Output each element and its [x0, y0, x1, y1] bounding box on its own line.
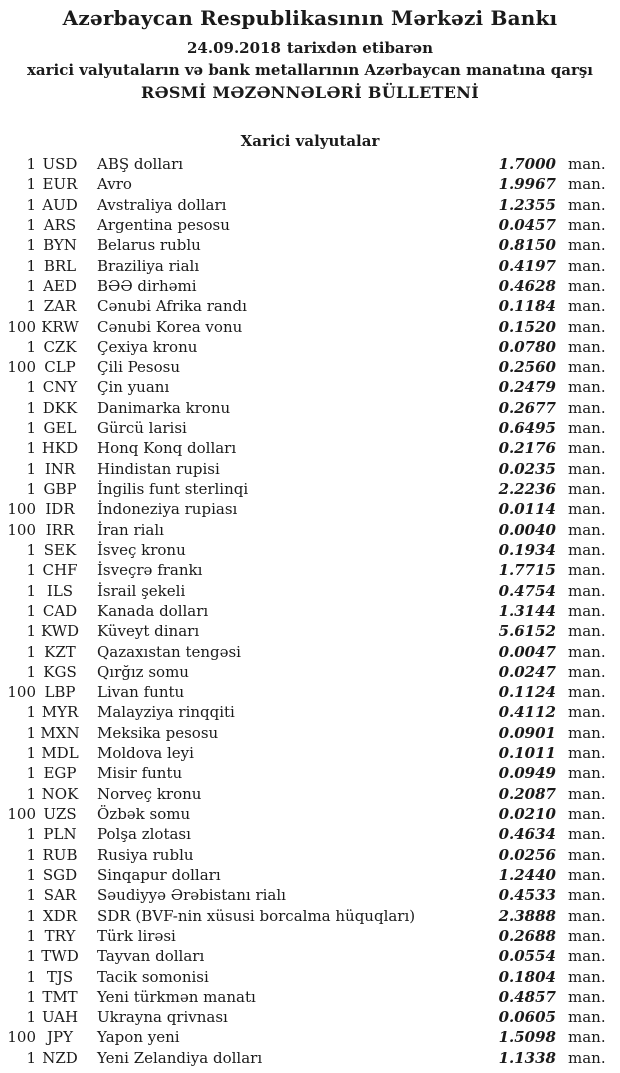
currency-code: MXN [40, 723, 80, 742]
currency-name: Danimarka kronu [97, 398, 231, 417]
currency-name: Yeni Zelandiya dolları [97, 1048, 263, 1067]
unit-label: man. [568, 1048, 606, 1067]
table-row [0, 438, 620, 458]
rate-value: 0.2677 [498, 398, 556, 417]
unit-label: man. [568, 459, 606, 478]
unit-label: man. [568, 155, 606, 173]
rate-value: 2.3888 [498, 906, 556, 925]
table-row [0, 662, 620, 682]
table-row [0, 885, 620, 905]
currency-quantity: 1 [26, 337, 36, 356]
exchange-rates-table [0, 154, 620, 1068]
bulletin-subtitle: xarici valyutaların və bank metallarının Azərbaycan manatına qarşı [26, 61, 594, 79]
currency-quantity: 1 [26, 865, 36, 884]
table-row [0, 418, 620, 438]
unit-label: man. [568, 561, 606, 580]
currency-name: Moldova leyi [97, 744, 194, 763]
rate-value: 0.4628 [498, 276, 556, 295]
unit-label: man. [568, 297, 606, 316]
table-row [0, 459, 620, 479]
currency-name: Qazaxıstan tengəsi [97, 642, 241, 661]
currency-code: TMT [42, 987, 78, 1006]
table-row [0, 235, 620, 255]
currency-code: MYR [41, 703, 79, 722]
rate-value: 0.4857 [498, 987, 556, 1006]
rate-value: 0.0047 [498, 642, 556, 661]
table-row [0, 1048, 620, 1068]
rate-value: 1.2440 [498, 865, 556, 884]
unit-label: man. [568, 601, 606, 620]
currency-name: Sinqapur dolları [97, 865, 221, 884]
currency-name: Çili Pesosu [97, 358, 181, 377]
unit-label: man. [568, 744, 606, 763]
currency-name: Yapon yeni [97, 1028, 180, 1047]
document-header [0, 6, 620, 103]
currency-quantity: 1 [26, 601, 36, 620]
unit-label: man. [568, 865, 606, 884]
unit-label: man. [568, 175, 606, 194]
currency-code: CAD [42, 601, 78, 620]
unit-label: man. [568, 764, 606, 783]
currency-quantity: 100 [7, 1028, 36, 1047]
currency-name: ABŞ dolları [97, 155, 184, 173]
rate-value: 1.9967 [498, 175, 556, 194]
rate-value: 1.5098 [498, 1028, 556, 1047]
currency-code: ZAR [43, 297, 77, 316]
unit-label: man. [568, 439, 606, 458]
table-row [0, 601, 620, 621]
table-row [0, 296, 620, 316]
currency-code: EGP [43, 764, 77, 783]
currency-name: Braziliya rialı [97, 256, 200, 275]
currency-quantity: 100 [7, 520, 36, 539]
table-row [0, 702, 620, 722]
table-row [0, 215, 620, 235]
currency-name: Qırğız somu [97, 662, 189, 681]
currency-code: ARS [43, 215, 77, 234]
currency-code: AED [43, 276, 77, 295]
currency-quantity: 1 [26, 195, 36, 214]
table-row [0, 337, 620, 357]
currency-quantity: 1 [26, 297, 36, 316]
unit-label: man. [568, 662, 606, 681]
table-row [0, 723, 620, 743]
unit-label: man. [568, 845, 606, 864]
currency-name: Polşa zlotası [97, 825, 191, 844]
table-row [0, 967, 620, 987]
unit-label: man. [568, 276, 606, 295]
rate-value: 0.0780 [498, 337, 556, 356]
rate-value: 0.2087 [498, 784, 556, 803]
rate-value: 0.0040 [498, 520, 556, 539]
currency-name: Kanada dolları [97, 601, 209, 620]
table-row [0, 479, 620, 499]
currency-quantity: 1 [26, 947, 36, 966]
currency-name: Çexiya kronu [97, 337, 198, 356]
unit-label: man. [568, 581, 606, 600]
currency-name: Tacik somonisi [97, 967, 209, 986]
currency-code: NZD [42, 1048, 78, 1067]
unit-label: man. [568, 1008, 606, 1027]
effective-date-line [0, 39, 620, 57]
unit-label: man. [568, 256, 606, 275]
currency-name: Çin yuanı [97, 378, 170, 397]
currency-name: İran rialı [97, 520, 164, 539]
table-row [0, 682, 620, 702]
currency-name: SDR (BVF-nin xüsusi borcalma hüquqları) [97, 906, 416, 925]
currency-code: TRY [44, 926, 76, 945]
currency-code: GBP [43, 480, 77, 498]
currency-name: Misir funtu [97, 764, 183, 783]
rate-value: 0.0554 [498, 947, 556, 966]
currency-name: Yeni türkmən manatı [97, 987, 256, 1006]
rate-value: 1.7000 [498, 155, 556, 173]
rate-value: 2.2236 [498, 480, 556, 498]
rate-value: 0.2176 [498, 439, 556, 458]
currency-name: Meksika pesosu [97, 723, 219, 742]
currency-quantity: 1 [26, 419, 36, 438]
currency-code: KGS [43, 662, 77, 681]
currency-quantity: 1 [26, 175, 36, 194]
unit-label: man. [568, 947, 606, 966]
rate-value: 0.0247 [498, 662, 556, 681]
table-row [0, 540, 620, 560]
currency-quantity: 1 [26, 1008, 36, 1027]
currency-code: MDL [41, 744, 79, 763]
currency-name: Özbək somu [97, 805, 191, 823]
currency-name: Honq Konq dolları [97, 439, 237, 458]
table-row [0, 784, 620, 804]
unit-label: man. [568, 906, 606, 925]
table-row [0, 865, 620, 885]
currency-quantity: 100 [7, 358, 36, 377]
currency-name: Belarus rublu [97, 236, 201, 255]
currency-quantity: 1 [26, 987, 36, 1006]
table-row [0, 377, 620, 397]
currency-name: Türk lirəsi [97, 926, 176, 945]
currency-code: USD [42, 155, 78, 173]
currency-name: BƏƏ dirhəmi [97, 276, 197, 295]
currency-quantity: 1 [26, 723, 36, 742]
currency-code: KWD [40, 622, 80, 641]
unit-label: man. [568, 500, 606, 519]
unit-label: man. [568, 967, 606, 986]
rate-value: 0.6495 [498, 419, 556, 438]
currency-name: Malayziya rinqqiti [97, 703, 235, 722]
currency-code: CLP [44, 358, 76, 377]
currency-code: DKK [42, 398, 78, 417]
currency-quantity: 1 [26, 540, 36, 559]
currency-code: CZK [43, 337, 77, 356]
rate-value: 0.0605 [498, 1008, 556, 1027]
table-row [0, 642, 620, 662]
currency-name: Avro [97, 175, 132, 194]
table-row [0, 154, 620, 174]
currency-quantity: 1 [26, 581, 36, 600]
table-row [0, 560, 620, 580]
currency-quantity: 100 [7, 317, 36, 336]
unit-label: man. [568, 622, 606, 641]
table-row [0, 581, 620, 601]
unit-label: man. [568, 215, 606, 234]
unit-label: man. [568, 195, 606, 214]
rate-value: 0.1520 [498, 317, 556, 336]
currency-code: XDR [43, 906, 77, 925]
currency-code: UAH [41, 1008, 79, 1027]
currency-quantity: 1 [26, 967, 36, 986]
table-row [0, 1007, 620, 1027]
currency-quantity: 1 [26, 642, 36, 661]
currency-code: EUR [42, 175, 78, 194]
currency-quantity: 1 [26, 155, 36, 173]
currency-quantity: 1 [26, 825, 36, 844]
currency-quantity: 1 [26, 764, 36, 783]
bulletin-title: RƏSMİ MƏZƏNNƏLƏRİ BÜLLETENİ [140, 83, 480, 102]
currency-name: İndoneziya rupiası [97, 500, 238, 519]
currency-code: KRW [41, 317, 79, 336]
table-row [0, 987, 620, 1007]
table-row [0, 174, 620, 194]
unit-label: man. [568, 886, 606, 905]
currency-code: JPY [46, 1028, 73, 1047]
unit-label: man. [568, 398, 606, 417]
currency-name: İsveçrə frankı [97, 561, 203, 580]
currency-quantity: 1 [26, 845, 36, 864]
currency-quantity: 1 [26, 622, 36, 641]
currency-code: TJS [46, 967, 74, 986]
effective-date-suffix: tarixdən etibarən [286, 39, 434, 57]
currency-quantity: 1 [26, 926, 36, 945]
rate-value: 5.6152 [498, 622, 556, 641]
currency-name: Hindistan rupisi [97, 459, 220, 478]
table-row [0, 317, 620, 337]
rate-value: 0.4197 [498, 256, 556, 275]
currency-quantity: 1 [26, 236, 36, 255]
rate-value: 0.8150 [498, 236, 556, 255]
currency-quantity: 1 [26, 398, 36, 417]
currency-name: İsveç kronu [97, 540, 186, 559]
rate-value: 0.0114 [498, 500, 556, 519]
rate-value: 0.1124 [498, 683, 556, 702]
rate-value: 0.1934 [498, 540, 556, 559]
table-row [0, 357, 620, 377]
unit-label: man. [568, 703, 606, 722]
table-row [0, 256, 620, 276]
currency-code: AUD [42, 195, 78, 214]
rate-value: 0.0949 [498, 764, 556, 783]
table-row [0, 946, 620, 966]
effective-date: 24.09.2018 [186, 39, 281, 57]
currency-code: INR [44, 459, 76, 478]
table-row [0, 1027, 620, 1047]
rate-value: 0.1011 [498, 744, 556, 763]
rate-value: 0.2560 [498, 358, 556, 377]
table-row [0, 845, 620, 865]
currency-code: NOK [41, 784, 79, 803]
unit-label: man. [568, 236, 606, 255]
currency-name: Livan funtu [97, 683, 185, 702]
currency-quantity: 1 [26, 784, 36, 803]
currency-quantity: 1 [26, 906, 36, 925]
currency-quantity: 100 [7, 500, 36, 519]
table-row [0, 499, 620, 519]
currency-quantity: 1 [26, 459, 36, 478]
currency-name: Ukrayna qrivnası [97, 1008, 228, 1027]
rate-value: 0.0256 [498, 845, 556, 864]
currency-code: BRL [43, 256, 77, 275]
table-row [0, 520, 620, 540]
currency-name: Avstraliya dolları [97, 195, 227, 214]
currency-code: KZT [44, 642, 76, 661]
section-title-foreign-currencies: Xarici valyutalar [240, 132, 380, 150]
unit-label: man. [568, 337, 606, 356]
currency-code: CHF [42, 561, 78, 580]
rate-value: 0.2688 [498, 926, 556, 945]
rate-value: 1.7715 [498, 561, 556, 580]
currency-quantity: 1 [26, 662, 36, 681]
unit-label: man. [568, 480, 606, 498]
unit-label: man. [568, 419, 606, 438]
currency-code: IRR [45, 520, 75, 539]
rate-value: 0.0457 [498, 215, 556, 234]
currency-code: SGD [42, 865, 78, 884]
rate-value: 0.4533 [498, 886, 556, 905]
rate-value: 0.0235 [498, 459, 556, 478]
currency-code: ILS [46, 581, 74, 600]
currency-name: Norveç kronu [97, 784, 202, 803]
unit-label: man. [568, 784, 606, 803]
table-row [0, 804, 620, 824]
table-row [0, 763, 620, 783]
currency-name: İngilis funt sterlinqi [97, 480, 249, 498]
unit-label: man. [568, 540, 606, 559]
table-row [0, 621, 620, 641]
currency-code: HKD [41, 439, 79, 458]
unit-label: man. [568, 926, 606, 945]
rate-value: 0.1184 [498, 297, 556, 316]
table-row [0, 906, 620, 926]
unit-label: man. [568, 987, 606, 1006]
unit-label: man. [568, 723, 606, 742]
rate-value: 1.3144 [498, 601, 556, 620]
currency-quantity: 1 [26, 276, 36, 295]
unit-label: man. [568, 317, 606, 336]
currency-quantity: 1 [26, 561, 36, 580]
currency-code: IDR [45, 500, 75, 519]
unit-label: man. [568, 825, 606, 844]
currency-code: GEL [43, 419, 77, 438]
currency-quantity: 100 [7, 683, 36, 702]
rate-value: 0.1804 [498, 967, 556, 986]
currency-name: Argentina pesosu [97, 215, 230, 234]
rate-value: 1.2355 [498, 195, 556, 214]
rate-value: 0.2479 [498, 378, 556, 397]
currency-code: SEK [43, 540, 77, 559]
unit-label: man. [568, 378, 606, 397]
unit-label: man. [568, 358, 606, 377]
table-row [0, 926, 620, 946]
currency-code: SAR [43, 886, 77, 905]
currency-code: RUB [42, 845, 78, 864]
bank-name-title: Azərbaycan Respublikasının Mərkəzi Bankı [62, 6, 558, 30]
currency-code: TWD [41, 947, 79, 966]
rate-value: 0.4754 [498, 581, 556, 600]
currency-name: Gürcü larisi [97, 419, 187, 438]
currency-quantity: 1 [26, 744, 36, 763]
rate-value: 0.0210 [498, 805, 556, 823]
currency-name: Cənubi Korea vonu [97, 317, 243, 336]
currency-quantity: 1 [26, 215, 36, 234]
table-row [0, 195, 620, 215]
currency-quantity: 1 [26, 378, 36, 397]
table-row [0, 398, 620, 418]
currency-name: Küveyt dinarı [97, 622, 200, 641]
currency-quantity: 1 [26, 703, 36, 722]
currency-code: LBP [44, 683, 76, 702]
currency-quantity: 1 [26, 480, 36, 498]
table-row [0, 276, 620, 296]
unit-label: man. [568, 642, 606, 661]
currency-name: Səudiyyə Ərəbistanı rialı [97, 886, 286, 905]
currency-code: UZS [43, 805, 77, 823]
currency-code: CNY [42, 378, 78, 397]
currency-name: Rusiya rublu [97, 845, 194, 864]
currency-quantity: 1 [26, 1048, 36, 1067]
unit-label: man. [568, 520, 606, 539]
currency-quantity: 1 [26, 439, 36, 458]
currency-quantity: 1 [26, 256, 36, 275]
rate-value: 0.4112 [498, 703, 556, 722]
currency-quantity: 1 [26, 886, 36, 905]
rate-value: 1.1338 [498, 1048, 556, 1067]
unit-label: man. [568, 1028, 606, 1047]
table-row [0, 824, 620, 844]
currency-name: Cənubi Afrika randı [97, 297, 247, 316]
currency-quantity: 100 [7, 805, 36, 823]
table-row [0, 743, 620, 763]
currency-code: PLN [43, 825, 77, 844]
unit-label: man. [568, 683, 606, 702]
unit-label: man. [568, 805, 606, 823]
currency-name: İsrail şekeli [97, 581, 186, 600]
rate-value: 0.0901 [498, 723, 556, 742]
currency-name: Tayvan dolları [97, 947, 205, 966]
currency-code: BYN [43, 236, 77, 255]
rate-value: 0.4634 [498, 825, 556, 844]
